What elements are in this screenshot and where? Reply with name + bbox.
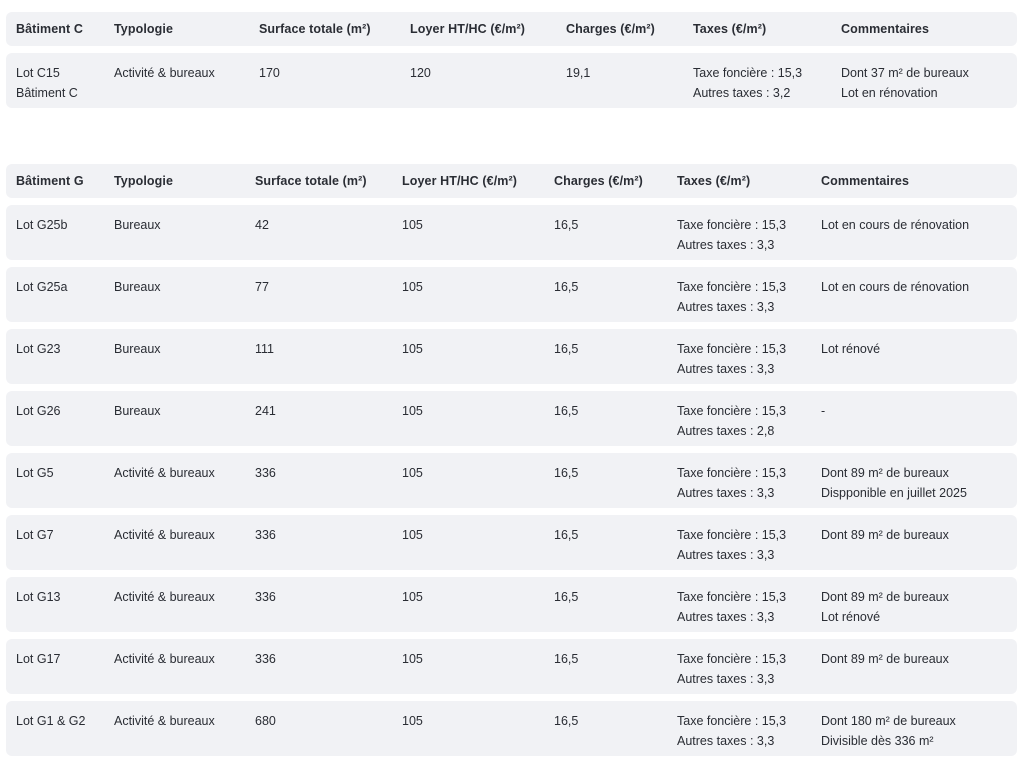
comments-cell — [821, 463, 967, 503]
other-taxes: Autres taxes : 3,2 — [693, 86, 791, 100]
taxes-cell — [693, 63, 802, 103]
surface-cell: 111 — [255, 342, 275, 356]
property-tax: Taxe foncière : 15,3 — [677, 404, 787, 418]
comment-line-1: Dont 37 m² de bureaux — [841, 66, 969, 80]
property-tax: Taxe foncière : 15,3 — [693, 66, 803, 80]
other-taxes: Autres taxes : 3,3 — [677, 486, 775, 500]
table-row — [6, 701, 1017, 756]
charges-cell: 16,5 — [554, 590, 579, 604]
header-surface: Surface totale (m²) — [255, 174, 367, 188]
header-taxes: Taxes (€/m²) — [693, 22, 767, 36]
lot-name: Lot C15 — [16, 66, 60, 80]
lot-cell: Lot G26 — [16, 404, 61, 418]
charges-cell: 16,5 — [554, 218, 579, 232]
property-tax: Taxe foncière : 15,3 — [677, 466, 787, 480]
building-c-table — [6, 12, 1017, 115]
comments-cell — [821, 525, 949, 545]
surface-cell: 336 — [255, 590, 276, 604]
charges-cell: 16,5 — [554, 342, 579, 356]
lot-cell: Lot G7 — [16, 528, 54, 542]
table-row — [6, 577, 1017, 632]
rent-cell: 105 — [402, 652, 423, 666]
header-typology: Typologie — [114, 174, 173, 188]
charges-cell: 16,5 — [554, 280, 579, 294]
header-typology: Typologie — [114, 22, 173, 36]
taxes-cell — [677, 401, 786, 441]
property-tax: Taxe foncière : 15,3 — [677, 590, 787, 604]
lot-building: Bâtiment C — [16, 86, 78, 100]
other-taxes: Autres taxes : 2,8 — [677, 424, 775, 438]
lot-cell: Lot G17 — [16, 652, 61, 666]
charges-cell: 16,5 — [554, 528, 579, 542]
comment-line-2: Lot en rénovation — [841, 86, 938, 100]
charges-cell: 16,5 — [554, 652, 579, 666]
property-tax: Taxe foncière : 15,3 — [677, 652, 787, 666]
typology-cell: Activité & bureaux — [114, 714, 215, 728]
header-building: Bâtiment C — [16, 22, 83, 36]
lot-cell: Lot G25a — [16, 280, 68, 294]
table-row — [6, 639, 1017, 694]
comment-line-1: Dont 89 m² de bureaux — [821, 652, 949, 666]
comment-line-1: Lot rénové — [821, 342, 881, 356]
surface-cell: 42 — [255, 218, 269, 232]
charges-cell: 19,1 — [566, 66, 591, 80]
lot-cell: Lot G1 & G2 — [16, 714, 86, 728]
comments-cell — [841, 63, 969, 103]
header-rent: Loyer HT/HC (€/m²) — [410, 22, 526, 36]
comment-line-1: Dont 89 m² de bureaux — [821, 528, 949, 542]
table-row — [6, 205, 1017, 260]
typology-cell: Activité & bureaux — [114, 66, 215, 80]
rent-cell: 105 — [402, 528, 423, 542]
building-g-table — [6, 164, 1017, 763]
taxes-cell — [677, 463, 786, 503]
typology-cell: Bureaux — [114, 404, 161, 418]
comments-cell — [821, 339, 880, 359]
typology-cell: Bureaux — [114, 218, 161, 232]
table-row — [6, 329, 1017, 384]
property-tax: Taxe foncière : 15,3 — [677, 714, 787, 728]
table-header-row — [6, 12, 1017, 46]
taxes-cell — [677, 339, 786, 379]
rent-cell: 105 — [402, 590, 423, 604]
typology-cell: Bureaux — [114, 342, 161, 356]
property-tax: Taxe foncière : 15,3 — [677, 528, 787, 542]
header-taxes: Taxes (€/m²) — [677, 174, 751, 188]
header-rent: Loyer HT/HC (€/m²) — [402, 174, 518, 188]
header-comments: Commentaires — [841, 22, 930, 36]
comments-cell — [821, 277, 969, 297]
comments-cell — [821, 215, 969, 235]
comments-cell — [821, 401, 825, 421]
charges-cell: 16,5 — [554, 466, 579, 480]
other-taxes: Autres taxes : 3,3 — [677, 362, 775, 376]
rent-cell: 105 — [402, 466, 423, 480]
typology-cell: Activité & bureaux — [114, 528, 215, 542]
lot-cell: Lot G25b — [16, 218, 68, 232]
surface-cell: 336 — [255, 528, 276, 542]
property-tax: Taxe foncière : 15,3 — [677, 280, 787, 294]
comment-line-1: Dont 89 m² de bureaux — [821, 466, 949, 480]
lot-cell — [16, 63, 78, 103]
other-taxes: Autres taxes : 3,3 — [677, 672, 775, 686]
other-taxes: Autres taxes : 3,3 — [677, 734, 775, 748]
charges-cell: 16,5 — [554, 714, 579, 728]
surface-cell: 170 — [259, 66, 280, 80]
comments-cell — [821, 711, 956, 751]
other-taxes: Autres taxes : 3,3 — [677, 238, 775, 252]
lot-cell: Lot G23 — [16, 342, 61, 356]
other-taxes: Autres taxes : 3,3 — [677, 548, 775, 562]
typology-cell: Activité & bureaux — [114, 466, 215, 480]
lot-cell: Lot G5 — [16, 466, 54, 480]
surface-cell: 336 — [255, 652, 276, 666]
rent-cell: 105 — [402, 404, 423, 418]
property-tax: Taxe foncière : 15,3 — [677, 218, 787, 232]
taxes-cell — [677, 277, 786, 317]
typology-cell: Activité & bureaux — [114, 590, 215, 604]
surface-cell: 336 — [255, 466, 276, 480]
comment-line-2: Dispponible en juillet 2025 — [821, 486, 967, 500]
taxes-cell — [677, 215, 786, 255]
table-row — [6, 515, 1017, 570]
table-row — [6, 267, 1017, 322]
comment-line-2: Divisible dès 336 m² — [821, 734, 934, 748]
rent-cell: 120 — [410, 66, 431, 80]
table-row — [6, 53, 1017, 108]
table-body — [6, 205, 1017, 756]
typology-cell: Activité & bureaux — [114, 652, 215, 666]
charges-cell: 16,5 — [554, 404, 579, 418]
comment-line-1: - — [821, 404, 826, 418]
header-building: Bâtiment G — [16, 174, 84, 188]
table-header-row — [6, 164, 1017, 198]
lot-cell: Lot G13 — [16, 590, 61, 604]
other-taxes: Autres taxes : 3,3 — [677, 300, 775, 314]
table-row — [6, 391, 1017, 446]
rent-cell: 105 — [402, 342, 423, 356]
header-comments: Commentaires — [821, 174, 910, 188]
comments-cell — [821, 587, 949, 627]
other-taxes: Autres taxes : 3,3 — [677, 610, 775, 624]
property-tax: Taxe foncière : 15,3 — [677, 342, 787, 356]
header-charges: Charges (€/m²) — [554, 174, 643, 188]
rent-cell: 105 — [402, 280, 423, 294]
rent-cell: 105 — [402, 218, 423, 232]
header-charges: Charges (€/m²) — [566, 22, 655, 36]
taxes-cell — [677, 525, 786, 565]
taxes-cell — [677, 587, 786, 627]
surface-cell: 680 — [255, 714, 276, 728]
comment-line-1: Lot en cours de rénovation — [821, 280, 970, 294]
comment-line-2: Lot rénové — [821, 610, 881, 624]
typology-cell: Bureaux — [114, 280, 161, 294]
table-row — [6, 453, 1017, 508]
header-surface: Surface totale (m²) — [259, 22, 371, 36]
surface-cell: 241 — [255, 404, 276, 418]
comment-line-1: Lot en cours de rénovation — [821, 218, 970, 232]
comments-cell — [821, 649, 949, 669]
comment-line-1: Dont 180 m² de bureaux — [821, 714, 956, 728]
comment-line-1: Dont 89 m² de bureaux — [821, 590, 949, 604]
taxes-cell — [677, 649, 786, 689]
rent-cell: 105 — [402, 714, 423, 728]
surface-cell: 77 — [255, 280, 269, 294]
taxes-cell — [677, 711, 786, 751]
